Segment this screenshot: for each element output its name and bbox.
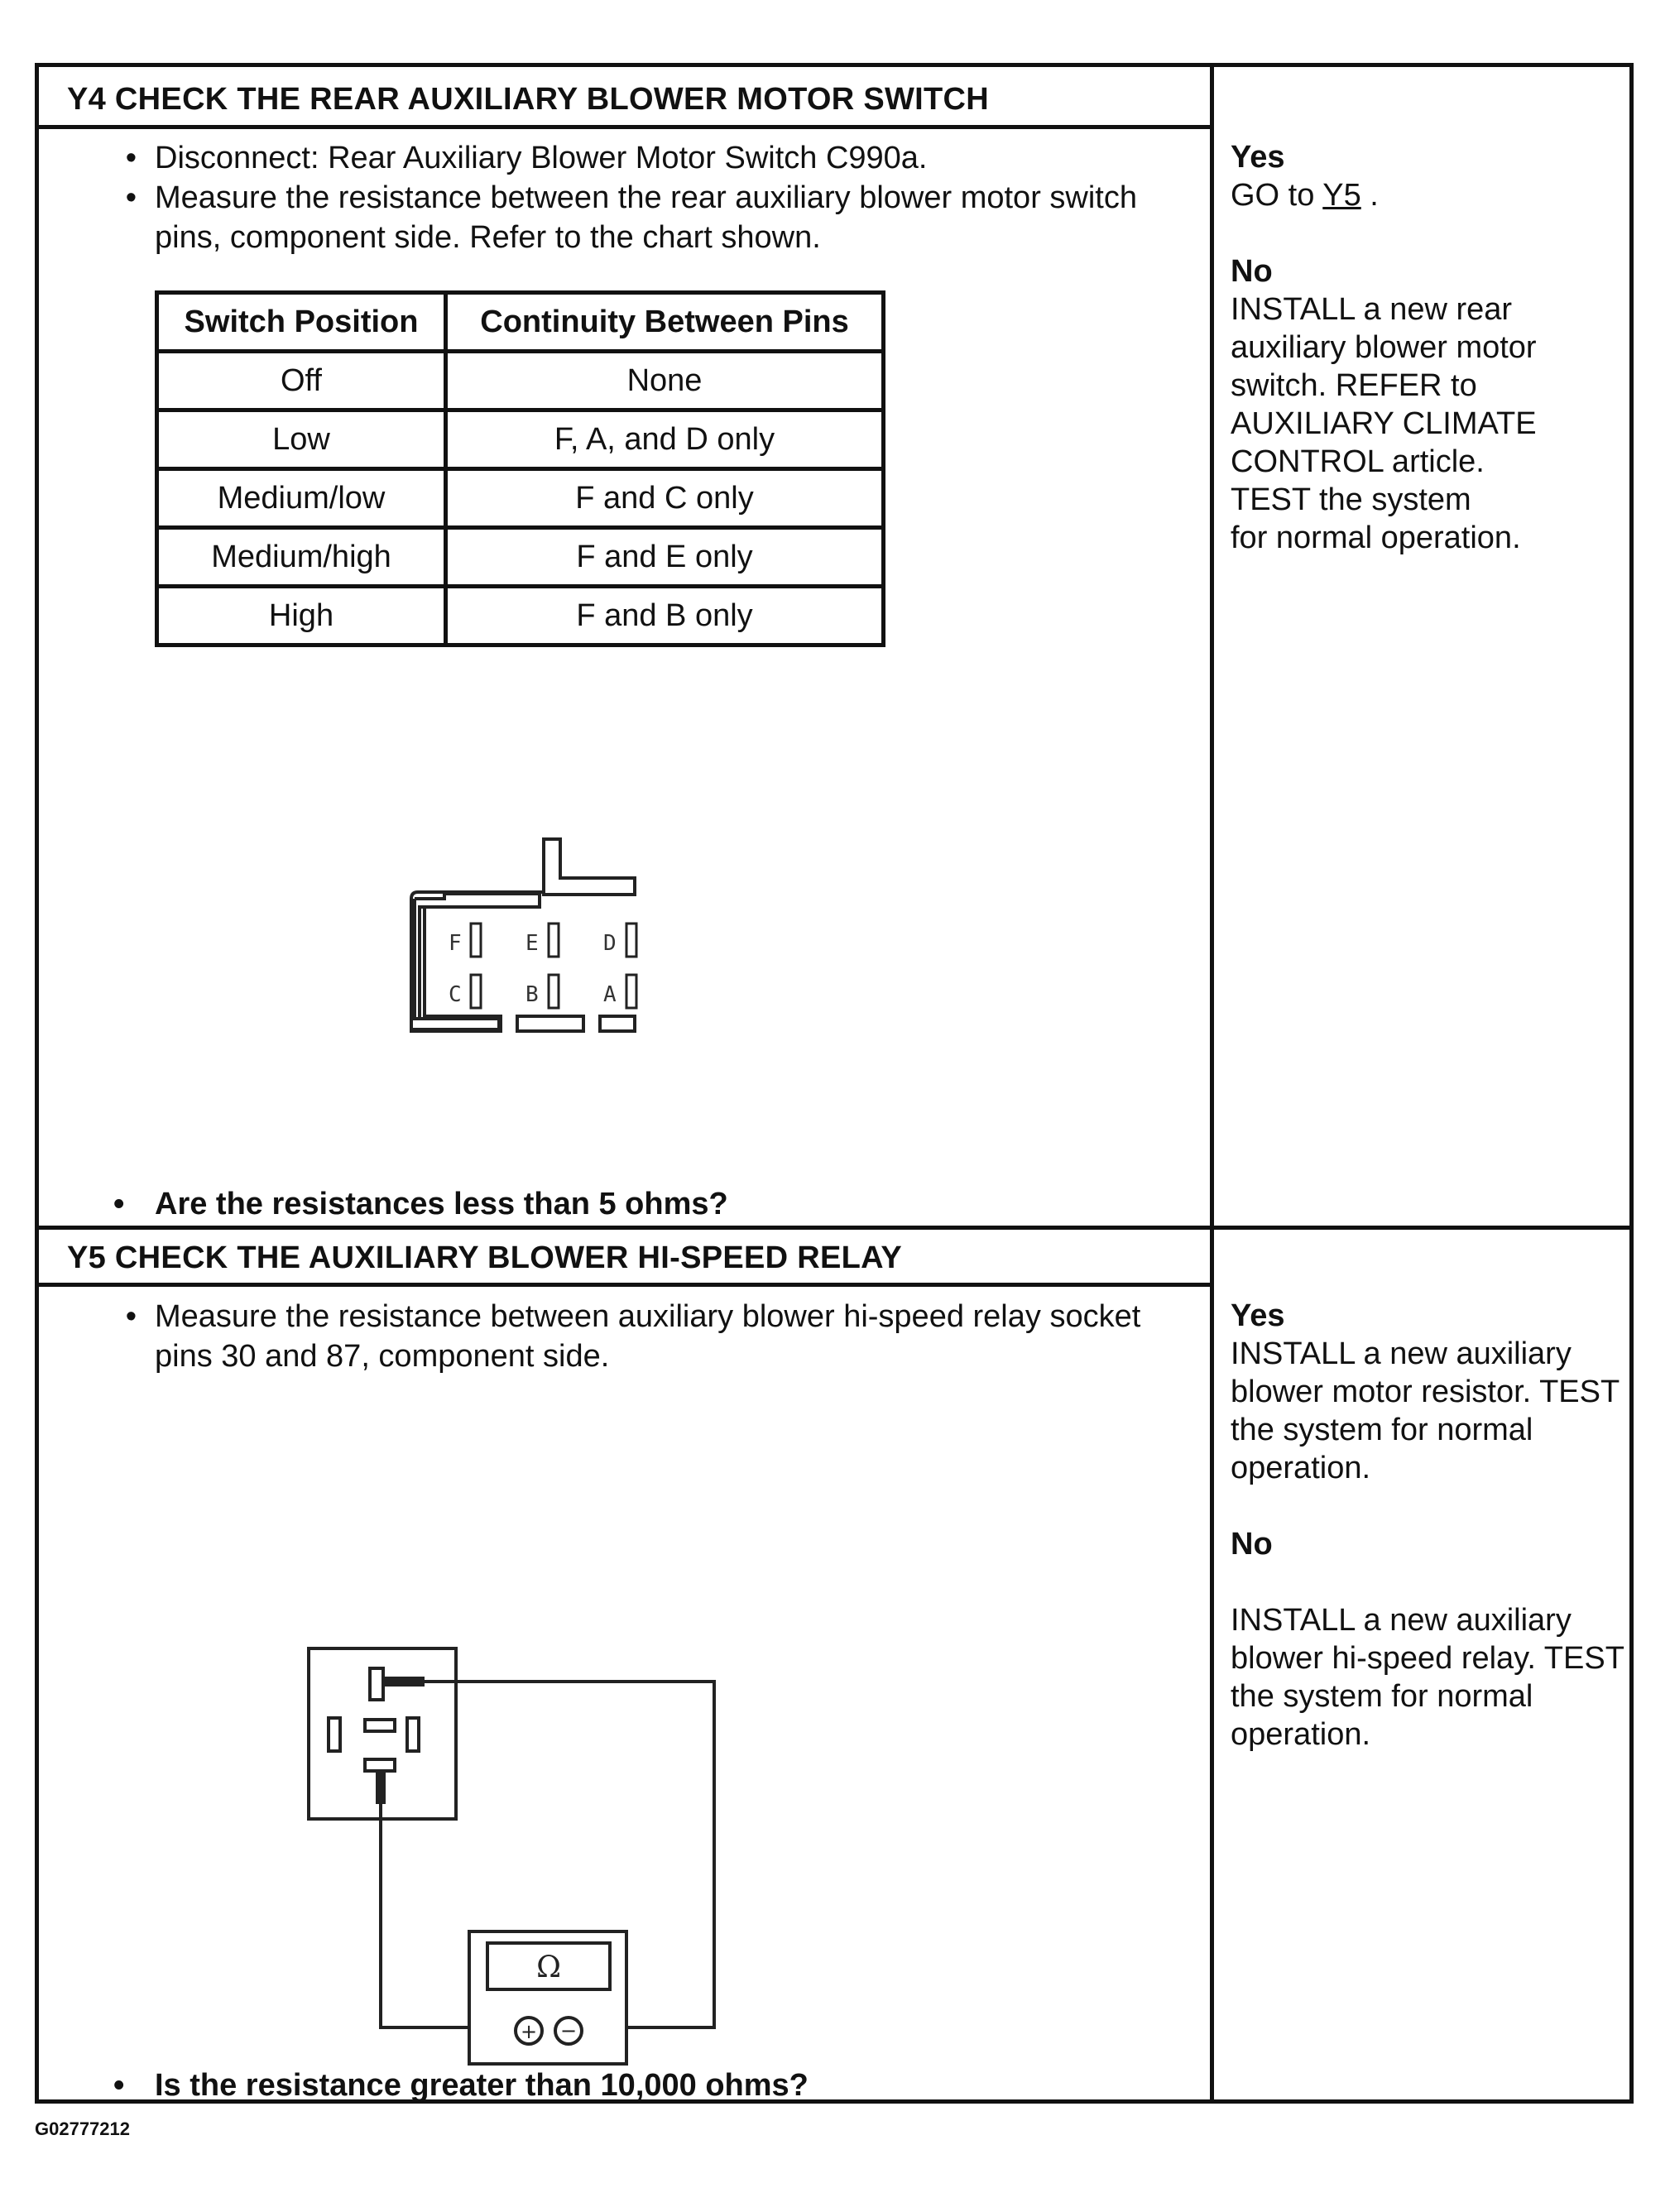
pin-label-d: D — [603, 931, 617, 956]
pin-label-b: B — [525, 982, 539, 1007]
y4-yes-action — [1231, 176, 1636, 214]
y4-question: • Are the resistances less than 5 ohms? — [72, 1187, 728, 1222]
cell-position: High — [157, 587, 446, 645]
cell-position: Medium/high — [157, 528, 446, 587]
table-row — [157, 587, 884, 645]
y5-title: Y5 CHECK THE AUXILIARY BLOWER HI-SPEED RELAY — [67, 1240, 903, 1275]
cell-continuity: F, A, and D only — [446, 410, 884, 469]
y5-yes-label: Yes — [1231, 1298, 1285, 1333]
y4-no-line: switch. REFER to — [1231, 368, 1477, 403]
y4-yes-suffix: . — [1360, 178, 1379, 213]
switch-connector-diagram — [370, 832, 651, 1114]
y4-no-line: CONTROL article. — [1231, 444, 1485, 479]
relay-ohmmeter-diagram — [304, 1643, 734, 2090]
pin-label-c: C — [449, 982, 462, 1007]
y5-yes-line: INSTALL a new auxiliary — [1231, 1336, 1572, 1371]
y5-no-line: blower hi-speed relay. TEST — [1231, 1641, 1624, 1676]
table-row — [157, 410, 884, 469]
table-row — [157, 528, 884, 587]
ohm-symbol: Ω — [536, 1950, 561, 1984]
pin-label-e: E — [525, 931, 539, 956]
procedure-table — [35, 63, 1634, 2104]
y4-step-measure: • Measure the resistance between the rear auxiliary blower motor switch pins, component side. Refer to the chart shown. — [72, 178, 1173, 257]
section-divider — [39, 1226, 1629, 1230]
y5-no-line: INSTALL a new auxiliary — [1231, 1603, 1572, 1638]
pin-label-f: F — [449, 931, 462, 956]
y5-link[interactable]: Y5 — [1322, 178, 1361, 213]
y5-instructions — [72, 1297, 1173, 1376]
cell-continuity: None — [446, 352, 884, 410]
y4-yes-prefix: GO to — [1231, 178, 1323, 213]
y4-no-line: for normal operation. — [1231, 521, 1521, 555]
pin-label-a: A — [603, 982, 617, 1007]
y4-yes-label: Yes — [1231, 140, 1285, 175]
y4-title: Y4 CHECK THE REAR AUXILIARY BLOWER MOTOR SWITCH — [67, 82, 990, 117]
y4-no-line: auxiliary blower motor — [1231, 330, 1537, 365]
y4-no-line: AUXILIARY CLIMATE — [1231, 406, 1537, 441]
header-continuity: Continuity Between Pins — [446, 293, 884, 352]
y4-no-line: TEST the system — [1231, 482, 1471, 517]
cell-continuity: F and C only — [446, 469, 884, 528]
table-row — [157, 352, 884, 410]
continuity-chart — [155, 290, 885, 647]
y5-no-line: operation. — [1231, 1717, 1371, 1752]
y4-title-rule — [39, 125, 1210, 129]
y4-no-label: No — [1231, 254, 1273, 289]
y5-no-label: No — [1231, 1527, 1273, 1562]
y5-no-line: the system for normal — [1231, 1679, 1533, 1714]
y5-yes-line: operation. — [1231, 1451, 1371, 1485]
cell-position: Low — [157, 410, 446, 469]
y5-question: • Is the resistance greater than 10,000 ohms? — [72, 2068, 809, 2104]
cell-position: Off — [157, 352, 446, 410]
minus-terminal-icon: − — [559, 2019, 578, 2042]
figure-id: G02777212 — [35, 2118, 130, 2139]
y4-results — [1231, 138, 1636, 557]
y5-yes-line: blower motor resistor. TEST — [1231, 1375, 1620, 1409]
y5-yes-line: the system for normal — [1231, 1413, 1533, 1447]
y5-results — [1231, 1297, 1636, 1754]
table-row — [157, 469, 884, 528]
column-divider — [1210, 67, 1214, 2099]
plus-terminal-icon: + — [520, 2020, 538, 2043]
y4-no-line: INSTALL a new rear — [1231, 292, 1513, 327]
y4-instructions — [72, 138, 1173, 257]
cell-position: Medium/low — [157, 469, 446, 528]
cell-continuity: F and E only — [446, 528, 884, 587]
y4-step-disconnect: • Disconnect: Rear Auxiliary Blower Motor Switch C990a. — [72, 138, 1173, 178]
header-switch-position: Switch Position — [157, 293, 446, 352]
y5-title-rule — [39, 1283, 1210, 1287]
chart-header-row — [157, 293, 884, 352]
y5-step-measure: • Measure the resistance between auxiliary blower hi-speed relay socket pins 30 and 87, component side. — [72, 1297, 1173, 1376]
cell-continuity: F and B only — [446, 587, 884, 645]
